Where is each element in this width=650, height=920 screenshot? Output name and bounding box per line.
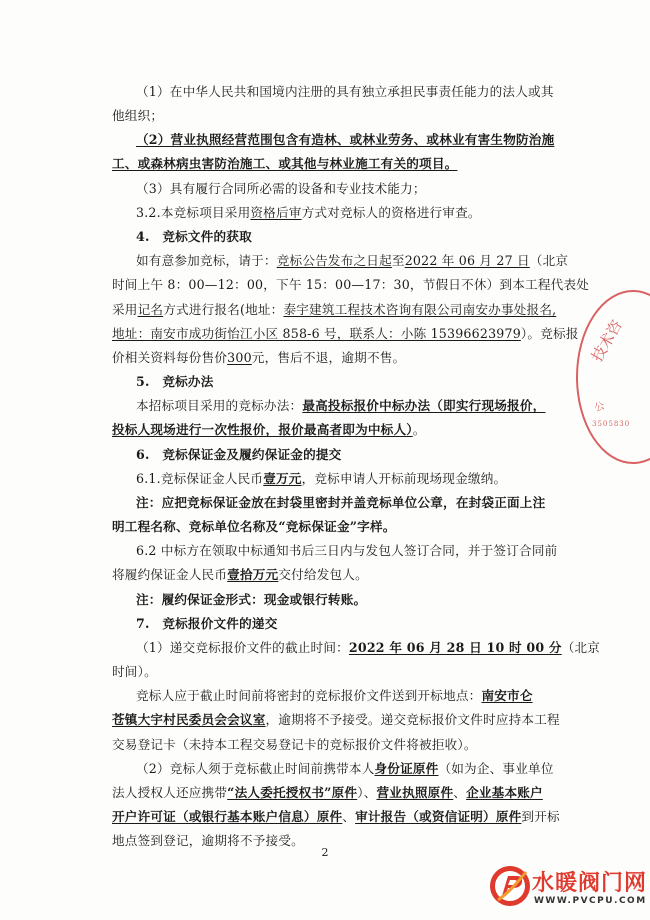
submission-deadline-line: （1）递交竞标报价文件的截止时间：2022 年 06 月 28 日 10 时 00 分（北京 (136, 640, 601, 655)
documents-line-2: 法人授权人还应携带“法人委托授权书”原件）、营业执照原件、企业基本账户 (112, 785, 543, 800)
section-5-heading: 5. 竞标办法 (136, 374, 214, 389)
deposit-line: 6.1.竞标保证金人民币壹万元，竞标申请人开标前现场现金缴纳。 (136, 471, 507, 486)
section-6-heading: 6. 竞标保证金及履约保证金的提交 (136, 447, 342, 462)
stamp-text-mid: 公 (593, 400, 607, 415)
company-seal-stamp (576, 290, 650, 464)
qualification-item-3: （3）具有履行合同所必需的设备和专业技术能力； (136, 181, 426, 196)
performance-bond-line-2: 将履约保证金人民币壹拾万元交付给发包人。 (112, 567, 368, 582)
watermark-logo-icon (488, 864, 532, 908)
stamp-text-number: 3505830 (592, 420, 631, 428)
page-number: 2 (321, 846, 329, 859)
qualification-item-2: （2）营业执照经营范围包含有造林、或林业劳务、或林业有害生物防治施 (136, 132, 555, 147)
submission-deadline-cont: 时间）。 (112, 664, 157, 679)
documents-line-1: （2）竞标人须于竞标截止时间前携带本人身份证原件（如为企、事业单位 (136, 761, 554, 776)
review-method-line: 3.2.本竞标项目采用资格后审方式对竞标人的资格进行审查。 (136, 205, 481, 220)
section-4-heading: 4. 竞标文件的获取 (136, 229, 252, 244)
documents-line-3: 开户许可证（或银行基本账户信息）原件、审计报告（或资信证明）原件到开标 (112, 809, 560, 824)
submission-location-line-3: 交易登记卡（未持本工程交易登记卡的竞标报价文件将被拒收）。 (112, 737, 477, 752)
registration-line-3: 采用记名方式进行报名(地址：泰宇建筑工程技术咨询有限公司南安办事处报名, (112, 302, 557, 317)
submission-location-line-2: 苍镇大宇村民委员会会议室，逾期将不予接受。递交竞标报价文件时应持本工程 (112, 712, 560, 727)
qualification-item-1: （1）在中华人民共和国境内注册的具有独立承担民事责任能力的法人或其 (136, 84, 554, 99)
watermark-title: 水暖阀门网 (532, 871, 648, 896)
qualification-item-2-cont: 工、或森林病虫害防治施工、或其他与林业施工有关的项目。 (112, 156, 458, 171)
deposit-note-line-2: 明工程名称、竞标单位名称及“竞标保证金”字样。 (112, 519, 396, 534)
bidding-method-line-2: 投标人现场进行一次性报价，报价最高者即为中标人）。 (112, 422, 426, 437)
registration-line-4: 地址：南安市成功街怡江小区 858-6 号，联系人：小陈 15396623979）。竞标报 (112, 326, 579, 341)
watermark-url: WWW.PVCPU.COM (534, 896, 647, 906)
documents-line-4: 地点签到登记，逾期将不予接受。 (112, 833, 304, 848)
qualification-item-1-cont: 他组织； (112, 108, 164, 123)
registration-line-5: 价相关资料每份售价300元，售后不退，逾期不售。 (112, 350, 406, 365)
submission-location-line-1: 竞标人应于截止时间前将密封的竞标报价文件送到开标地点：南安市仑 (136, 688, 533, 703)
deposit-note-line-1: 注：应把竞标保证金放在封袋里密封并盖竞标单位公章，在封袋正面上注 (136, 495, 546, 510)
section-7-heading: 7. 竞标报价文件的递交 (136, 616, 278, 631)
performance-bond-note: 注：履约保证金形式：现金或银行转账。 (136, 592, 367, 607)
performance-bond-line-1: 6.2 中标方在领取中标通知书后三日内与发包人签订合同，并于签订合同前 (136, 543, 558, 558)
bidding-method-line-1: 本招标项目采用的竞标办法：最高投标报价中标办法（即实行现场报价， (136, 398, 546, 413)
registration-line-1: 如有意参加竞标，请于：竞标公告发布之日起至2022 年 06 月 27 日（北京 (136, 253, 569, 268)
registration-line-2: 时间上午 8：00—12：00，下午 15：00—17：30，节假日不休）到本工程代表处 (112, 277, 590, 292)
stamp-text-top: 技术咨 (587, 316, 626, 365)
site-watermark (488, 862, 648, 918)
